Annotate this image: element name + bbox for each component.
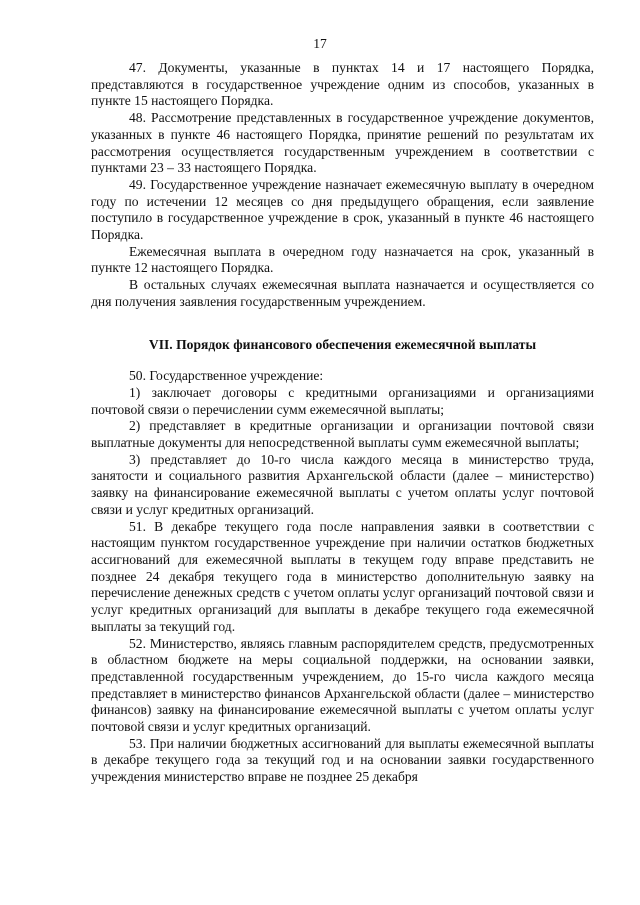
paragraph-49: 49. Государственное учреждение назначает ежемесячную выплату в очередном году по истечении 12 месяцев со дня предыдущего обращения, если заявление поступило в государственное учреждение в срок, указанный в пункте 46 настоящего Порядка.: [91, 176, 594, 243]
paragraph-50-item-2: 2) представляет в кредитные организации и организации почтовой связи выплатные документы для непосредственной выплаты сумм ежемесячной выплаты;: [91, 418, 594, 451]
paragraph-50: 50. Государственное учреждение:: [129, 368, 324, 384]
paragraph-48: 48. Рассмотрение представленных в государственное учреждение документов, указанных в пункте 46 настоящего Порядка, принятие решений по результатам их рассмотрения осуществляется государственным учреждением в соответствии с пунктами 23 – 33 настоящего Порядка.: [91, 110, 594, 176]
paragraph-51: 51. В декабре текущего года после направления заявки в соответствии с настоящим пунктом государственное учреждение при наличии остатков бюджетных ассигнований для ежемесячной выплаты в текущем году вправе представить не позднее 24 декабря текущего года в министерство дополнительную заявку на перечисление денежных средств с учетом оплаты услуг организаций почтовой связи и услуг кредитных организаций для выплаты в декабре текущего года ежемесячной выплаты за текущий год.: [91, 518, 594, 634]
paragraph-50-item-1: 1) заключает договоры с кредитными организациями и организациями почтовой связи о перечислении сумм ежемесячной выплаты;: [91, 384, 594, 417]
document-body: [91, 60, 594, 786]
paragraph-49-monthly-term: Ежемесячная выплата в очередном году назначается на срок, указанный в пункте 12 настоящего Порядка.: [91, 243, 594, 276]
paragraph-47: 47. Документы, указанные в пунктах 14 и 17 настоящего Порядка, представляются в государственное учреждение одним из способов, указанных в пункте 15 настоящего Порядка.: [91, 60, 594, 109]
paragraph-52: 52. Министерство, являясь главным распорядителем средств, предусмотренных в областном бюджете на меры социальной поддержки, на основании заявки, представленной государственным учреждением, до 15-го числа каждого месяца представляет в министерство финансов Архангельской области (далее – министерство финансов) заявку на финансирование ежемесячной выплаты с учетом оплаты услуг почтовой связи и услуг кредитных организаций.: [91, 635, 594, 735]
paragraph-53: 53. При наличии бюджетных ассигнований для выплаты ежемесячной выплаты в декабре текущего года за текущий год и на основании заявки государственного учреждения министерство вправе не позднее 25 декабря: [91, 735, 594, 785]
section-heading: VII. Порядок финансового обеспечения ежемесячной выплаты: [148, 336, 537, 352]
paragraph-49-other-cases: В остальных случаях ежемесячная выплата назначается и осуществляется со дня получения заявления государственным учреждением.: [91, 277, 594, 309]
paragraph-50-item-3: 3) представляет до 10-го числа каждого месяца в министерство труда, занятости и социального развития Архангельской области (далее – министерство) заявку на финансирование ежемесячной выплаты с учетом оплаты услуг почтовой связи и услуг кредитных организаций.: [91, 451, 594, 517]
page-number: 17: [313, 36, 327, 51]
